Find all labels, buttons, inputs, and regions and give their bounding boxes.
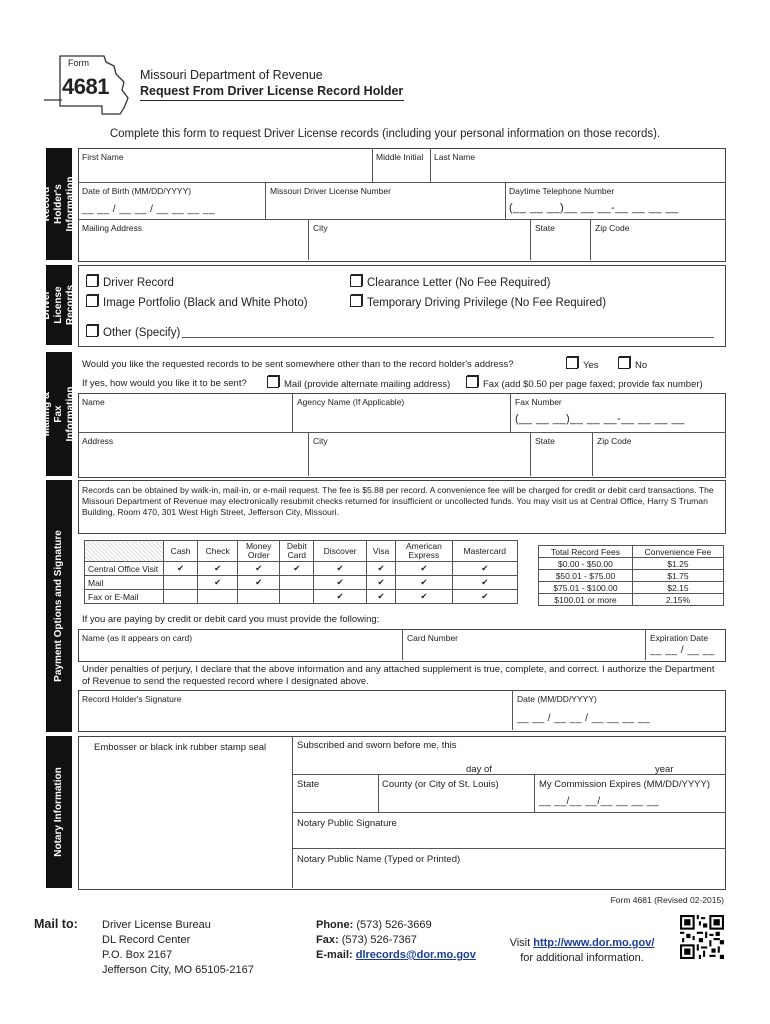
form-label: Form: [68, 58, 89, 68]
visit-block: [492, 936, 672, 966]
form-revision: Form 4681 (Revised 02-2015): [610, 895, 724, 905]
payment-check-cell: ✔: [164, 562, 198, 576]
card-name-field[interactable]: Name (as it appears on card): [82, 633, 193, 643]
payment-row: [85, 562, 518, 576]
fee-row: [539, 594, 724, 606]
holder-signature-field[interactable]: Record Holder's Signature: [82, 694, 182, 704]
qr-code: [680, 915, 724, 959]
form-title: Request From Driver License Record Holder: [140, 84, 404, 98]
payment-check-cell: [280, 576, 314, 590]
fee-range: $0.00 - $50.00: [539, 558, 633, 570]
temporary-privilege-option[interactable]: Temporary Driving Privilege (No Fee Required): [350, 295, 606, 309]
card-number-field[interactable]: Card Number: [407, 633, 459, 643]
payment-check-cell: [164, 590, 198, 604]
city-field[interactable]: City: [313, 223, 328, 233]
fee-header: Convenience Fee: [632, 546, 723, 558]
payment-row: [85, 576, 518, 590]
mail-option[interactable]: Mail (provide alternate mailing address): [267, 376, 450, 390]
subscribed-text: Subscribed and sworn before me, this: [297, 740, 457, 751]
fax-number-field[interactable]: Fax Number: [515, 397, 562, 407]
driver-record-option[interactable]: Driver Record: [86, 275, 174, 289]
first-name-field[interactable]: First Name: [82, 152, 124, 162]
payment-check-cell: [238, 590, 280, 604]
payment-check-cell: ✔: [366, 576, 395, 590]
checkbox-icon[interactable]: [86, 325, 98, 337]
payment-check-cell: ✔: [198, 562, 238, 576]
mail-zip-field[interactable]: Zip Code: [597, 436, 632, 446]
payment-info-text: Records can be obtained by walk-in, mail-in, or e-mail request. The fee is $5.88 per record. A convenience fee will be charged for credit or debit card transactions. The Missouri Department of Revenue may electronically resubmit checks returned for insufficient or uncollected funds. You may visit us at Central Office, Harry S Truman Building, Room 470, 301 West High Street, Jefferson City, Missouri.: [82, 485, 714, 517]
clearance-letter-option[interactable]: Clearance Letter (No Fee Required): [350, 275, 550, 289]
payment-check-cell: ✔: [396, 590, 452, 604]
phone-blank: (__ __ __)__ __ __-__ __ __ __: [509, 202, 679, 214]
middle-initial-field[interactable]: Middle Initial: [376, 152, 424, 162]
checkbox-icon[interactable]: [86, 295, 98, 307]
other-specify-line[interactable]: [182, 337, 714, 338]
card-note: If you are paying by credit or debit card you must provide the following:: [82, 614, 380, 625]
col-header: Cash: [164, 541, 198, 562]
mailing-address-field[interactable]: Mailing Address: [82, 223, 143, 233]
payment-check-cell: ✔: [452, 576, 517, 590]
section-notary: Notary Information: [46, 736, 72, 888]
payment-check-cell: ✔: [314, 590, 366, 604]
zip-field[interactable]: Zip Code: [595, 223, 630, 233]
fee-row: [539, 570, 724, 582]
col-header: Debit Card: [280, 541, 314, 562]
notary-state-field[interactable]: State: [297, 779, 320, 790]
checkbox-icon[interactable]: [350, 295, 362, 307]
license-number-field[interactable]: Missouri Driver License Number: [270, 186, 391, 196]
visit-suffix: for additional information.: [520, 952, 644, 964]
payment-check-cell: ✔: [396, 576, 452, 590]
section-payment: Payment Options and Signature: [46, 480, 72, 732]
state-field[interactable]: State: [535, 223, 555, 233]
payment-check-cell: ✔: [198, 576, 238, 590]
website-link[interactable]: http://www.dor.mo.gov/: [533, 937, 655, 949]
title-underline: [140, 100, 404, 101]
checkbox-icon[interactable]: [618, 357, 630, 369]
how-sent-question: If yes, how would you like it to be sent?: [82, 378, 247, 389]
address-line: Jefferson City, MO 65105-2167: [102, 964, 254, 976]
perjury-statement: Under penalties of perjury, I declare that the above information and any attached supplement is true, complete, and correct. I authorize the Department of Revenue to send the requested record where I designated above.: [82, 664, 715, 687]
payment-methods-table: [84, 540, 518, 604]
payment-check-cell: ✔: [314, 562, 366, 576]
phone-number: (573) 526-3669: [356, 919, 432, 931]
mail-name-field[interactable]: Name: [82, 397, 105, 407]
col-header: American Express: [396, 541, 452, 562]
mailing-address-block: [102, 918, 254, 978]
visit-label: Visit: [509, 937, 531, 949]
payment-check-cell: [280, 590, 314, 604]
signature-date-field[interactable]: Date (MM/DD/YYYY): [517, 694, 597, 704]
form-number: 4681: [62, 74, 109, 99]
fax-option[interactable]: Fax (add $0.50 per page faxed; provide fax number): [466, 376, 703, 390]
mail-address-field[interactable]: Address: [82, 436, 114, 446]
checkbox-icon[interactable]: [350, 275, 362, 287]
payment-check-cell: ✔: [452, 562, 517, 576]
payment-check-cell: ✔: [238, 562, 280, 576]
fax-blank: (__ __ __)__ __ __-__ __ __ __: [515, 413, 685, 425]
fee-table: [538, 545, 724, 606]
payment-row: [85, 590, 518, 604]
fee-row: [539, 582, 724, 594]
dob-blank: __ __ / __ __ / __ __ __ __: [82, 204, 216, 215]
payment-row-label: Fax or E-Mail: [85, 590, 164, 604]
fee-row: [539, 558, 724, 570]
alternate-address-question: Would you like the requested records to be sent somewhere other than to the record holder's address?: [82, 359, 514, 370]
fee-header: Total Record Fees: [539, 546, 633, 558]
col-header: Money Order: [238, 541, 280, 562]
col-header: Visa: [366, 541, 395, 562]
image-portfolio-option[interactable]: Image Portfolio (Black and White Photo): [86, 295, 308, 309]
fee-amount: 2.15%: [632, 594, 723, 606]
address-line: P.O. Box 2167: [102, 949, 173, 961]
mail-to-label: Mail to:: [34, 917, 78, 931]
checkbox-icon[interactable]: [86, 275, 98, 287]
year-label[interactable]: year: [655, 764, 674, 775]
mail-state-field[interactable]: State: [535, 436, 555, 446]
col-header: Discover: [314, 541, 366, 562]
payment-check-cell: ✔: [366, 562, 395, 576]
address-line: DL Record Center: [102, 934, 191, 946]
signature-date-blank: __ __ / __ __ / __ __ __ __: [517, 713, 651, 724]
yes-option[interactable]: Yes: [566, 357, 599, 371]
payment-row-label: Central Office Visit: [85, 562, 164, 576]
notary-county-field[interactable]: County (or City of St. Louis): [382, 779, 499, 790]
section-record-holder: Record Holder's Information: [46, 148, 72, 260]
fee-range: $100.01 or more: [539, 594, 633, 606]
notary-box: [78, 736, 726, 890]
fax-label: Fax:: [316, 934, 339, 946]
payment-check-cell: ✔: [366, 590, 395, 604]
last-name-field[interactable]: Last Name: [434, 152, 476, 162]
payment-check-cell: [164, 576, 198, 590]
email-link[interactable]: dlrecords@dor.mo.gov: [355, 949, 476, 961]
payment-check-cell: ✔: [238, 576, 280, 590]
seal-area: Embosser or black ink rubber stamp seal: [94, 742, 267, 753]
day-of-label[interactable]: day of: [466, 764, 492, 775]
payment-check-cell: [198, 590, 238, 604]
payment-check-cell: ✔: [452, 590, 517, 604]
fee-range: $75.01 - $100.00: [539, 582, 633, 594]
commission-field[interactable]: My Commission Expires (MM/DD/YYYY): [539, 779, 711, 790]
payment-check-cell: ✔: [314, 576, 366, 590]
checkbox-icon[interactable]: [267, 376, 279, 388]
other-option[interactable]: Other (Specify): [86, 325, 180, 339]
fax-number: (573) 526-7367: [341, 934, 417, 946]
phone-field[interactable]: Daytime Telephone Number: [509, 186, 615, 196]
no-option[interactable]: No: [618, 357, 647, 371]
contact-block: [316, 918, 476, 963]
section-mailing: Mailing & Fax Information: [46, 352, 72, 476]
checkbox-icon[interactable]: [466, 376, 478, 388]
fee-range: $50.01 - $75.00: [539, 570, 633, 582]
expiration-blank: __ __ / __ __: [650, 645, 715, 656]
payment-check-cell: ✔: [280, 562, 314, 576]
address-line: Driver License Bureau: [102, 919, 211, 931]
email-label: E-mail:: [316, 949, 353, 961]
fee-amount: $1.75: [632, 570, 723, 582]
fee-amount: $1.25: [632, 558, 723, 570]
expiration-field[interactable]: Expiration Date: [650, 633, 709, 643]
payment-row-label: Mail: [85, 576, 164, 590]
dob-field[interactable]: Date of Birth (MM/DD/YYYY): [82, 186, 192, 196]
agency-name-field[interactable]: Agency Name (If Applicable): [297, 397, 405, 407]
phone-label: Phone:: [316, 919, 354, 931]
notary-name-field[interactable]: Notary Public Name (Typed or Printed): [297, 854, 461, 865]
commission-blank: __ __/__ __/__ __ __ __: [539, 796, 659, 807]
notary-signature-field[interactable]: Notary Public Signature: [297, 818, 397, 829]
mail-city-field[interactable]: City: [313, 436, 328, 446]
section-records: Driver License Records: [46, 265, 72, 345]
payment-check-cell: ✔: [396, 562, 452, 576]
col-header: Check: [198, 541, 238, 562]
col-header: Mastercard: [452, 541, 517, 562]
checkbox-icon[interactable]: [566, 357, 578, 369]
intro-text: Complete this form to request Driver License records (including your personal information on those records).: [109, 128, 661, 140]
department-name: Missouri Department of Revenue: [140, 68, 323, 82]
fee-amount: $2.15: [632, 582, 723, 594]
